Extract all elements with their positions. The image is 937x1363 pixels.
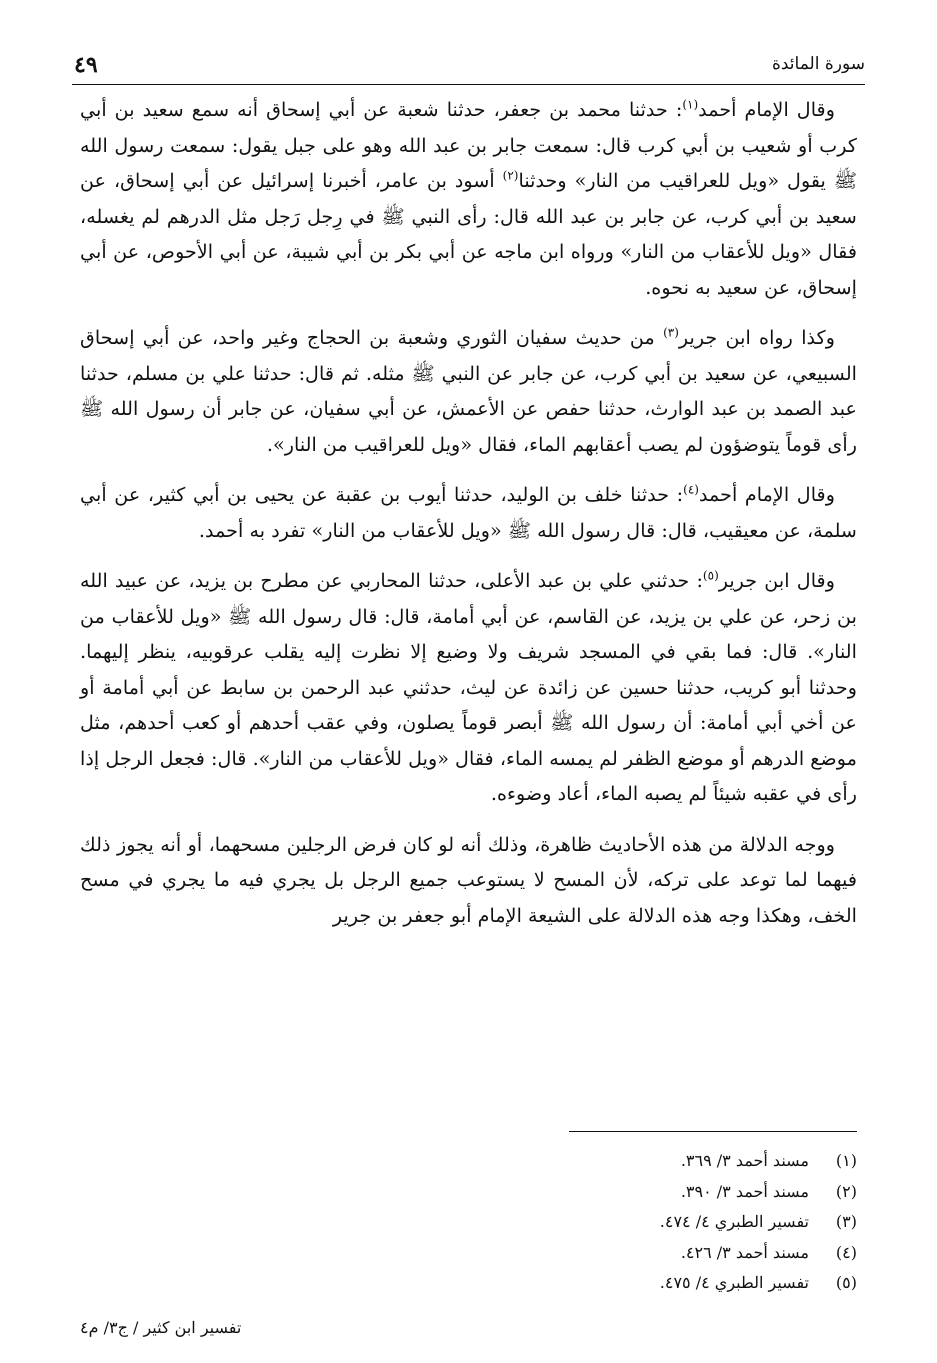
running-title: سورة المائدة: [771, 54, 865, 74]
footnote: [497, 1207, 857, 1238]
paragraph: وقال الإمام أحمد$^{(٤)}$: حدثنا خلف بن الوليد، حدثنا أيوب بن عقبة عن يحيى بن أبي كثير، عن أبي سلمة، عن معيقيب، قال: قال رسول الله ﷺ «ويل للأعقاب من النار» تفرد به أحمد.: [80, 482, 857, 542]
footnote-marker: (٤): [683, 482, 699, 497]
footnote-marker: (٢): [502, 168, 519, 183]
paragraph: وقال الإمام أحمد$^{(١)}$: حدثنا محمد بن جعفر، حدثنا شعبة عن أبي إسحاق أنه سمع سعيد بن أبي كرب أو شعيب بن أبي كرب قال: سمعت جابر بن عبد الله وهو على جبل يقول: سمعت رسول الله ﷺ يقول «ويل للعراقيب من النار» وحدثنا$^{(٢)}$ أسود بن عامر، أخبرنا إسرائيل عن أبي إسحاق، عن سعيد بن أبي كرب، عن جابر بن عبد الله قال: رأى النبي ﷺ في رِجل رَجل مثل الدرهم لم يغسله، فقال «ويل للأعقاب من النار» ورواه ابن ماجه عن أبي بكر بن أبي شيبة، عن أبي الأحوص، عن أبي إسحاق، عن سعيد به نحوه.: [80, 97, 857, 299]
footnotes: [497, 1146, 857, 1299]
footnote-number: (٣): [835, 1212, 857, 1231]
footnote-text: تفسير الطبري ٤/ ٤٧٥.: [659, 1273, 809, 1292]
footnote-marker: (٣): [663, 325, 679, 340]
printer-signature: تفسير ابن كثير / ج٣/ م٤: [80, 1318, 242, 1337]
footnote-text: مسند أحمد ٣/ ٤٢٦.: [680, 1242, 809, 1262]
footnote-text: مسند أحمد ٣/ ٣٩٠.: [680, 1181, 809, 1201]
footnote: [497, 1146, 857, 1177]
page-number: ٤٩: [74, 52, 98, 78]
footnote-marker: (١): [682, 97, 699, 112]
footnote-number: (٢): [835, 1181, 857, 1201]
paragraph: وقال ابن جرير$^{(٥)}$: حدثني علي بن عبد الأعلى، حدثنا المحاربي عن مطرح بن يزيد، عن عبيد الله بن زحر، عن علي بن يزيد، عن القاسم، عن أبي أمامة، قال: قال رسول الله ﷺ «ويل للأعقاب من النار». قال: فما بقي في المسجد شريف ولا وضيع إلا نظرت إليه يقلب عرقوبيه، ينظر إليهما. وحدثنا أبو كريب، حدثنا حسين عن زائدة عن ليث، حدثني عبد الرحمن بن سابط عن أبي أمامة أو عن أخي أبي أمامة: أن رسول الله ﷺ أبصر قوماً يصلون، وفي عقب أحدهم أو كعب أحدهم، مثل موضع الدرهم أو موضع الظفر لم يمسه الماء، فقال «ويل للأعقاب من النار». قال: فجعل الرجل إذا رأى في عقبه شيئاً لم يصبه الماء، أعاد وضوءه.: [80, 568, 857, 805]
footnote-divider: [569, 1131, 857, 1132]
footnote-marker: (٥): [702, 568, 719, 583]
footnote: [497, 1268, 857, 1299]
footnote: [497, 1177, 857, 1208]
footnote-text: تفسير الطبري ٤/ ٤٧٤.: [659, 1212, 809, 1231]
footnote: [497, 1238, 857, 1269]
footnote-number: (٤): [835, 1242, 857, 1262]
page-header: [72, 50, 865, 85]
paragraph: وكذا رواه ابن جرير$^{(٣)}$ من حديث سفيان الثوري وشعبة بن الحجاج وغير واحد، عن أبي إسحاق السبيعي، عن سعيد بن أبي كرب، عن جابر عن النبي ﷺ مثله. ثم قال: حدثنا علي بن مسلم، حدثنا عبد الصمد بن عبد الوارث، حدثنا حفص عن الأعمش، عن أبي سفيان، عن جابر أن رسول الله ﷺ رأى قوماً يتوضؤون لم يصب أعقابهم الماء، فقال «ويل للعراقيب من النار».: [80, 325, 857, 456]
footnote-text: مسند أحمد ٣/ ٣٦٩.: [680, 1151, 809, 1170]
footnote-number: (١): [835, 1151, 857, 1170]
main-text: [80, 92, 857, 948]
paragraph: ووجه الدلالة من هذه الأحاديث ظاهرة، وذلك أنه لو كان فرض الرجلين مسحهما، أو أنه يجوز ذلك فيهما لما توعد على تركه، لأن المسح لا يستوعب جميع الرجل بل يجري فيه ما يجري في مسح الخف، وهكذا وجه هذه الدلالة على الشيعة الإمام أبو جعفر بن جرير: [80, 832, 857, 927]
footnote-number: (٥): [835, 1273, 857, 1292]
